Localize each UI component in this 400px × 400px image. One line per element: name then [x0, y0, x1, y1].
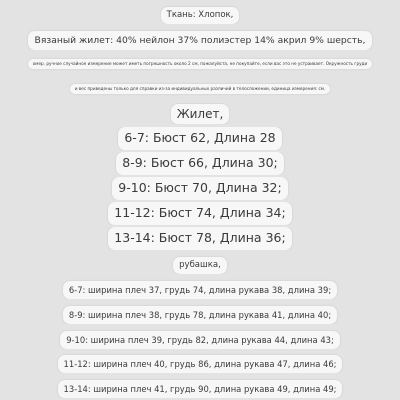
measurement-note-text: омер. ручное случайное измерение может иметь погрешность около 2 см, пожалуйста, не покупайте, если вас это не устраивает. Окружность груди: [28, 59, 373, 69]
shirt-size-text: 13-14: ширина плеч 41, грудь 90, длина рукава 49, длина 49;: [58, 380, 343, 398]
fabric-text: Ткань: Хлопок,: [161, 7, 240, 24]
composition-line: [0, 28, 400, 50]
shirt-size-row: [0, 278, 400, 299]
vest-size-row: [0, 177, 400, 200]
vest-size-row: [0, 227, 400, 250]
vest-size-text: 9-10: Бюст 70, Длина 32;: [112, 177, 287, 200]
reference-note-line: [0, 79, 400, 98]
vest-size-row: [0, 152, 400, 175]
shirt-size-row: [0, 352, 400, 373]
shirt-title: рубашка,: [173, 257, 227, 274]
vest-title: Жилет,: [171, 104, 230, 124]
shirt-size-row: [0, 328, 400, 349]
vest-size-text: 8-9: Бюст 66, Длина 30;: [116, 152, 283, 175]
vest-size-text: 13-14: Бюст 78, Длина 36;: [108, 227, 291, 250]
shirt-size-text: 6-7: ширина плеч 37, грудь 74, длина рукава 38, длина 39;: [63, 281, 337, 299]
shirt-size-text: 11-12: ширина плеч 40, грудь 86, длина рукава 47, длина 46;: [58, 355, 343, 373]
shirt-title-line: [0, 252, 400, 274]
shirt-size-text: 8-9: ширина плеч 38, грудь 78, длина рукава 41, длина 40;: [63, 306, 337, 324]
vest-size-row: [0, 202, 400, 225]
fabric-line: [0, 2, 400, 24]
shirt-size-text: 9-10: ширина плеч 39, грудь 82, длина рукава 44, длина 43;: [60, 331, 340, 349]
vest-size-row: [0, 127, 400, 150]
vest-size-text: 11-12: Бюст 74, Длина 34;: [108, 202, 291, 225]
measurement-note-line: [0, 54, 400, 73]
vest-size-text: 6-7: Бюст 62, Длина 28: [118, 127, 281, 150]
reference-note-text: и вес приведены только для справки из-за индивидуальных различий в телосложении, единица измерения: см.: [70, 84, 331, 94]
shirt-size-row: [0, 377, 400, 398]
shirt-size-row: [0, 303, 400, 324]
composition-text: Вязаный жилет: 40% нейлон 37% полиэстер 14% акрил 9% шерсть,: [28, 31, 373, 50]
vest-title-line: [0, 103, 400, 124]
